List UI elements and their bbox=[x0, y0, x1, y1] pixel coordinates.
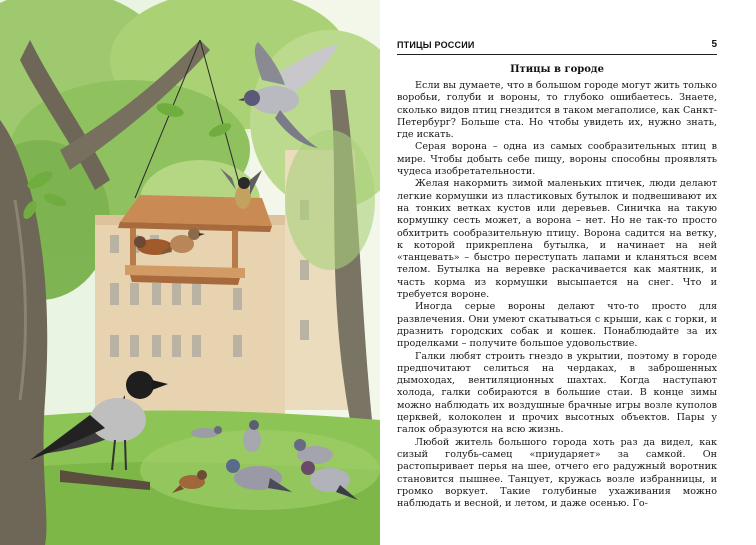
paragraph: Если вы думаете, что в большом городе могут жить только воробьи, голуби и вороны, то глубоко ошибаетесь. Знаете, сколько видов птиц гнездится в таком мегаполисе, как Санкт-Петербург? Больше ста. Но чтобы увидеть их, нужно знать, где искать. bbox=[397, 80, 717, 141]
article-body bbox=[397, 80, 717, 510]
paragraph: Желая накормить зимой маленьких птичек, люди делают легкие кормушки из пластиковых бутылок и подвешивают их на тонких ветках кустов или деревьев. Синичка на такую кормушку сесть может, а ворона – нет. Но не так-то просто обхитрить сообразительную птицу. Ворона садится на ветку, к которой прикреплена бутылка, и начинает на ней «танцевать» – быстро переступать лапами и кланяться всем телом. Бутылка на веревке раскачивается как маятник, и часть корма из кормушки высыпается на снег. Что и требуется вороне. bbox=[397, 178, 717, 301]
running-title: ПТИЦЫ РОССИИ bbox=[397, 40, 475, 50]
text-page bbox=[380, 0, 756, 545]
paragraph: Любой житель большого города хоть раз да видел, как сизый голубь-самец «приударяет» за самкой. Он растопыривает перья на шее, отчего его радужный воротник становится пышнее. Танцует, кружась возле избранницы, и громко воркует. Такие голубиные ухаживания можно наблюдать и весной, и летом, и даже осенью. Го- bbox=[397, 436, 717, 510]
paragraph: Иногда серые вороны делают что-то просто для развлечения. Они умеют скатываться с крыши, как с горки, и дразнить городских собак и кошек. Понаблюдайте за их проделками – получите большое удовольствие. bbox=[397, 301, 717, 350]
paragraph: Галки любят строить гнездо в укрытии, поэтому в городе предпочитают селиться на чердаках, в заброшенных дымоходах, вентиляционных шахтах. Когда наступают холода, галки собираются в большие стаи. В конце зимы можно наблюдать их воздушные брачные игры возле куполов церквей, колоколен и прочих высотных объектов. Пары у галок образуются на всю жизнь. bbox=[397, 350, 717, 436]
section-title: Птицы в городе bbox=[510, 64, 604, 75]
header-rule bbox=[397, 54, 717, 55]
paragraph: Серая ворона – одна из самых сообразительных птиц в мире. Чтобы добыть себе пищу, вороны способны проявлять чудеса изобретательности. bbox=[397, 141, 717, 178]
page-number: 5 bbox=[711, 39, 717, 50]
running-header bbox=[397, 39, 717, 53]
